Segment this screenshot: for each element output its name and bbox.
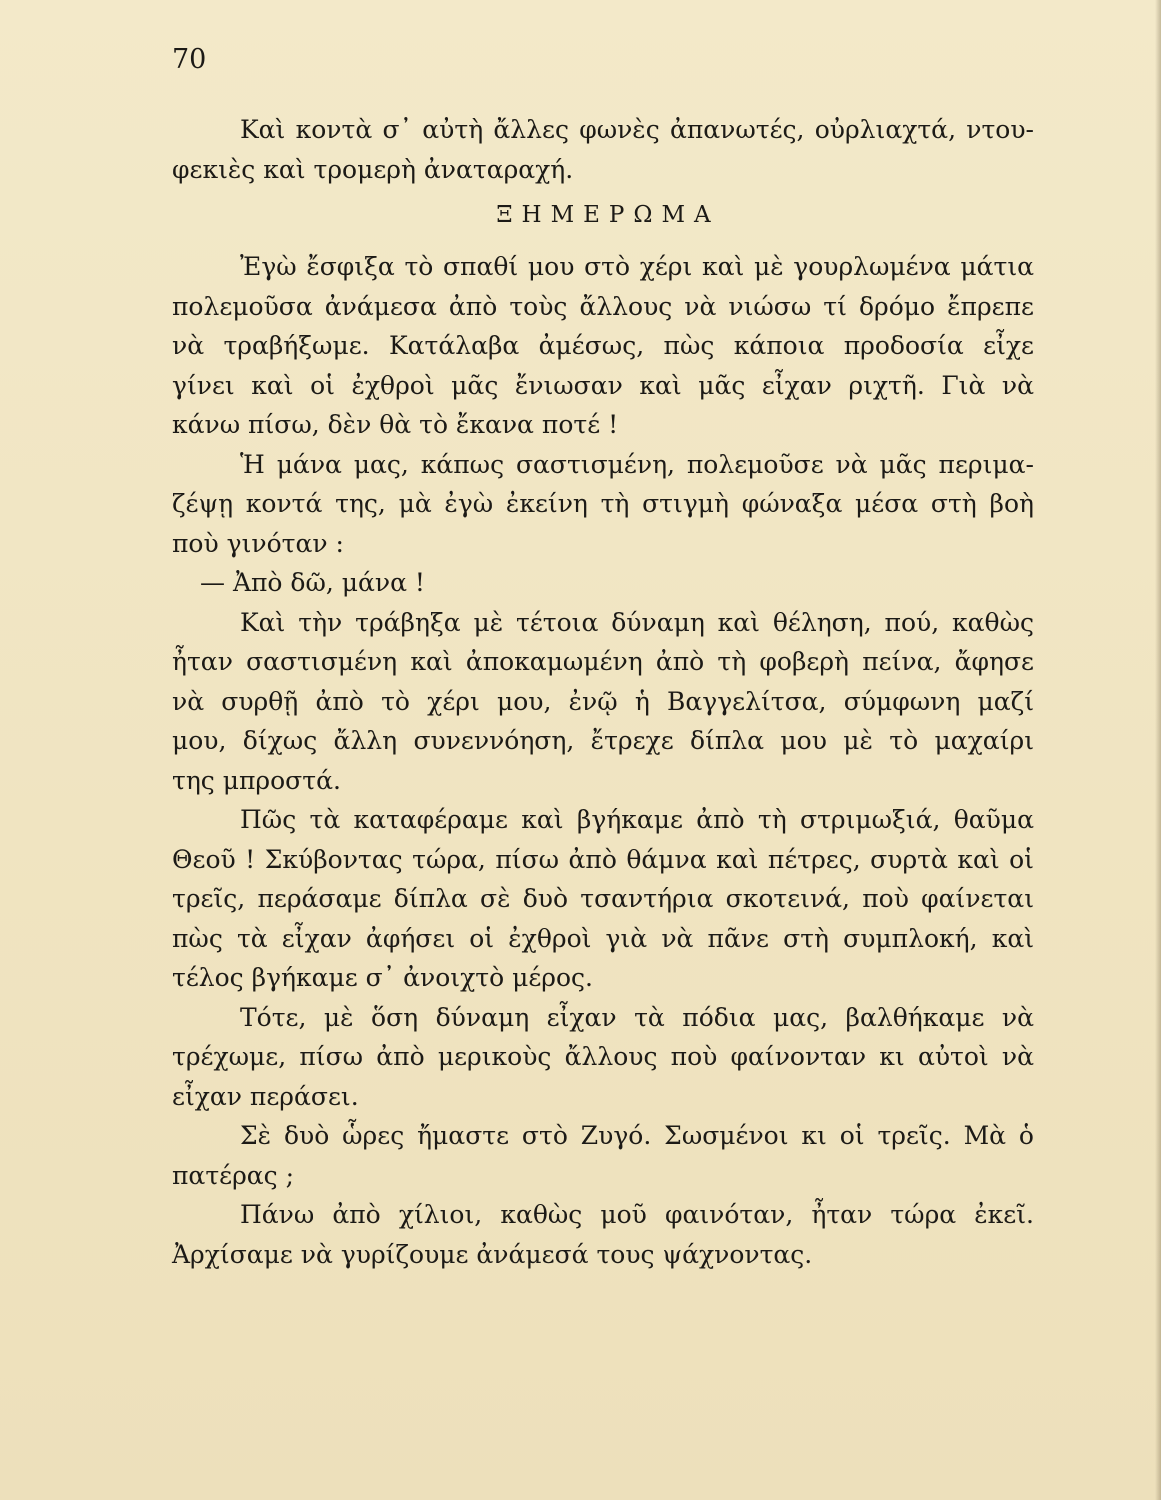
text-line: εἶχαν περάσει.: [172, 1081, 359, 1111]
text-line: Ἐγὼ ἔσφιξα τὸ σπαθί μου στὸ χέρι καὶ μὲ γουρλωμένα μάτια: [240, 252, 1034, 281]
text-line: Καὶ τὴν τράβηξα μὲ τέτοια δύναμη καὶ θέληση, πού, καθὼς: [240, 607, 1034, 637]
text-line: πὼς τὰ εἶχαν ἀφήσει οἱ ἐχθροὶ γιὰ νὰ πᾶνε στὴ συμπλοκή, καὶ: [172, 923, 1034, 953]
text-line: γίνει καὶ οἱ ἐχθροὶ μᾶς ἔνιωσαν καὶ μᾶς εἶχαν ριχτῆ. Γιὰ νὰ: [172, 370, 1034, 400]
paragraph: [172, 1195, 1034, 1274]
text-line: φεκιὲς καὶ τρομερὴ ἀναταραχή.: [172, 154, 574, 184]
text-line: ποὺ γινόταν :: [172, 528, 344, 558]
paragraph: [172, 998, 1034, 1117]
text-line: ἦταν σαστισμένη καὶ ἀποκαμωμένη ἀπὸ τὴ φοβερὴ πείνα, ἄφησε: [172, 647, 1034, 676]
text-line: Καὶ κοντὰ σ᾽ αὐτὴ ἄλλες φωνὲς ἀπανωτές, οὐρλιαχτά, ντου-: [240, 115, 1034, 144]
text-line: Τότε, μὲ ὅση δύναμη εἶχαν τὰ πόδια μας, βαλθήκαμε νὰ: [240, 1002, 1034, 1032]
text-line: Θεοῦ ! Σκύβοντας τώρα, πίσω ἀπὸ θάμνα καὶ πέτρες, συρτὰ καὶ οἱ: [172, 844, 1034, 874]
text-line: Ἡ μάνα μας, κάπως σαστισμένη, πολεμοῦσε νὰ μᾶς περιμα-: [240, 449, 1034, 479]
text-line: πολεμοῦσα ἀνάμεσα ἀπὸ τοὺς ἄλλους νὰ νιώσω τί δρόμο ἔπρεπε: [172, 291, 1034, 321]
paragraph: [172, 247, 1034, 445]
paragraph: [172, 445, 1034, 564]
text-line: τρεῖς, περάσαμε δίπλα σὲ δυὸ τσαντήρια σκοτεινά, ποὺ φαίνεται: [172, 884, 1034, 913]
paragraph: [172, 603, 1034, 801]
text-line: ζέψῃ κοντά της, μὰ ἐγὼ ἐκείνη τὴ στιγμὴ φώναξα μέσα στὴ βοὴ: [172, 489, 1034, 518]
dialogue-paragraph: [172, 563, 1034, 603]
section-heading: ΞΗΜΕΡΩΜΑ: [496, 202, 720, 228]
text-line: Πῶς τὰ καταφέραμε καὶ βγήκαμε ἀπὸ τὴ στριμωξιά, θαῦμα: [240, 805, 1034, 834]
paragraph: [172, 800, 1034, 998]
paragraph: [172, 110, 1034, 189]
text-line: τέλος βγήκαμε σ᾽ ἀνοιχτὸ μέρος.: [172, 963, 593, 992]
text-line: πατέρας ;: [172, 1160, 295, 1190]
page-body: [172, 110, 1034, 1274]
text-line: Σὲ δυὸ ὧρες ἤμαστε στὸ Ζυγό. Σωσμένοι κι οἱ τρεῖς. Μὰ ὁ: [240, 1121, 1034, 1150]
text-line: νὰ τραβήξωμε. Κατάλαβα ἀμέσως, πὼς κάποια προδοσία εἶχε: [172, 331, 1034, 360]
text-line: της μπροστά.: [172, 765, 341, 795]
text-line: νὰ συρθῇ ἀπὸ τὸ χέρι μου, ἐνῷ ἡ Βαγγελίτσα, σύμφωνη μαζί: [172, 686, 1034, 716]
text-line: κάνω πίσω, δὲν θὰ τὸ ἔκανα ποτέ !: [172, 410, 619, 439]
page-number: 70: [172, 44, 207, 75]
page-edge-shadow: [1155, 0, 1161, 1500]
paragraph: [172, 1116, 1034, 1195]
text-line: Πάνω ἀπὸ χίλιοι, καθὼς μοῦ φαινόταν, ἦταν τώρα ἐκεῖ.: [240, 1200, 1034, 1229]
text-line: Ἀρχίσαμε νὰ γυρίζουμε ἀνάμεσά τους ψάχνοντας.: [172, 1239, 813, 1269]
text-line: μου, δίχως ἄλλη συνεννόηση, ἔτρεχε δίπλα μου μὲ τὸ μαχαίρι: [172, 726, 1034, 755]
text-line: τρέχωμε, πίσω ἀπὸ μερικοὺς ἄλλους ποὺ φαίνονταν κι αὐτοὶ νὰ: [172, 1042, 1034, 1071]
dialogue-line: — Ἀπὸ δῶ, μάνα !: [200, 568, 425, 597]
